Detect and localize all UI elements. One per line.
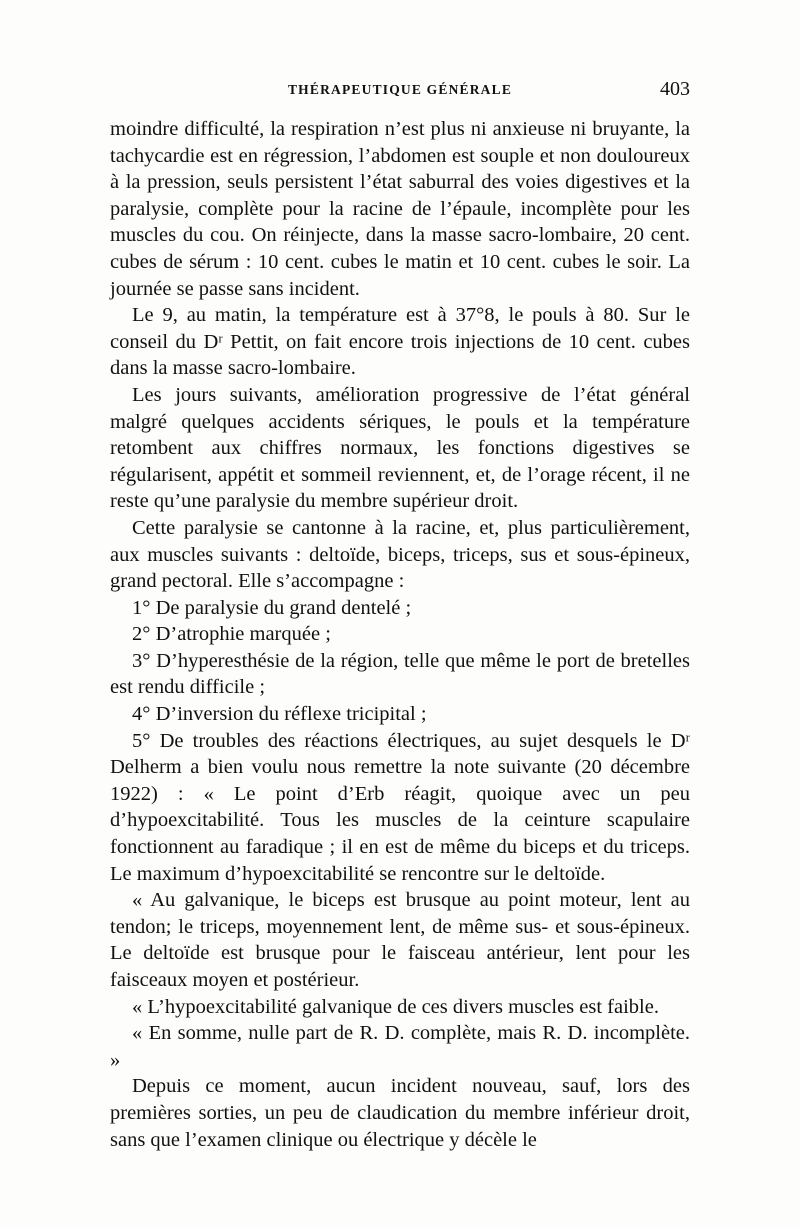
quote-hypoexcitabilite: « L’hypoexcitabilité galvanique de ces divers muscles est faible. xyxy=(132,995,659,1018)
paragraph-le-9: Le 9, au matin, la température est à 37°8, le pouls à 80. Sur le conseil du Dʳ Pettit, on fait encore trois injections de 10 cent. cubes dans la masse sacro-lombaire. xyxy=(110,304,690,380)
list-item-1: 1° De paralysie du grand dentelé ; xyxy=(132,596,412,619)
list-item-2: 2° D’atrophie marquée ; xyxy=(132,623,331,646)
list-item-5: 5° De troubles des réactions électriques, au sujet desquels le Dʳ Delherm a bien voulu nous remettre la note suivante (20 décembre 1922) : « Le point d’Erb réagit, quoique avec un peu d’hypoexcitabilité. Tous les muscles de la ceinture scapulaire fonctionnent au faradique ; il en est de même du biceps et du triceps. Le maximum d’hypoexcitabilité se rencontre sur le deltoïde. xyxy=(110,729,690,885)
paragraph-cette-paralysie: Cette paralysie se cantonne à la racine, et, plus particulièrement, aux muscles suivants : deltoïde, biceps, triceps, sus et sous-épineux, grand pectoral. Elle s’accompagne : xyxy=(110,516,690,593)
page-number: 403 xyxy=(660,78,690,100)
running-title: THÉRAPEUTIQUE GÉNÉRALE xyxy=(287,82,513,97)
body-text xyxy=(110,116,690,1153)
page-header xyxy=(110,78,690,102)
list-item-3: 3° D’hyperesthésie de la région, telle que même le port de bretelles est rendu difficile ; xyxy=(110,649,690,699)
quote-galvanique: « Au galvanique, le biceps est brusque au point moteur, lent au tendon; le triceps, moyennement lent, de même sus- et sous-épineux. Le deltoïde est brusque pour le faisceau antérieur, lent pour les faisceaux moyen et postérieur. xyxy=(110,889,690,991)
quote-en-somme: « En somme, nulle part de R. D. complète, mais R. D. incomplète. » xyxy=(110,1022,690,1071)
paragraph-continuation: moindre difficulté, la respiration n’est plus ni anxieuse ni bruyante, la tachycardie est en régression, l’abdomen est souple et non douloureux à la pression, seuls persistent l’état saburral des voies digestives et la paralysie, complète pour la racine de l’épaule, incomplète pour les muscles du cou. On réinjecte, dans la masse sacro-lombaire, 20 cent. cubes de sérum : 10 cent. cubes le matin et 10 cent. cubes le soir. La journée se passe sans incident. xyxy=(110,118,690,300)
paragraph-depuis: Depuis ce moment, aucun incident nouveau, sauf, lors des premières sorties, un peu de claudication du membre inférieur droit, sans que l’examen clinique ou électrique y décèle le xyxy=(110,1075,690,1151)
list-item-4: 4° D’inversion du réflexe tricipital ; xyxy=(132,703,427,726)
paragraph-jours-suivants: Les jours suivants, amélioration progressive de l’état général malgré quelques accidents sériques, le pouls et la température retombent aux chiffres normaux, les fonctions digestives se régularisent, appétit et sommeil reviennent, et, de l’orage récent, il ne reste qu’une paralysie du membre supérieur droit. xyxy=(110,383,690,513)
